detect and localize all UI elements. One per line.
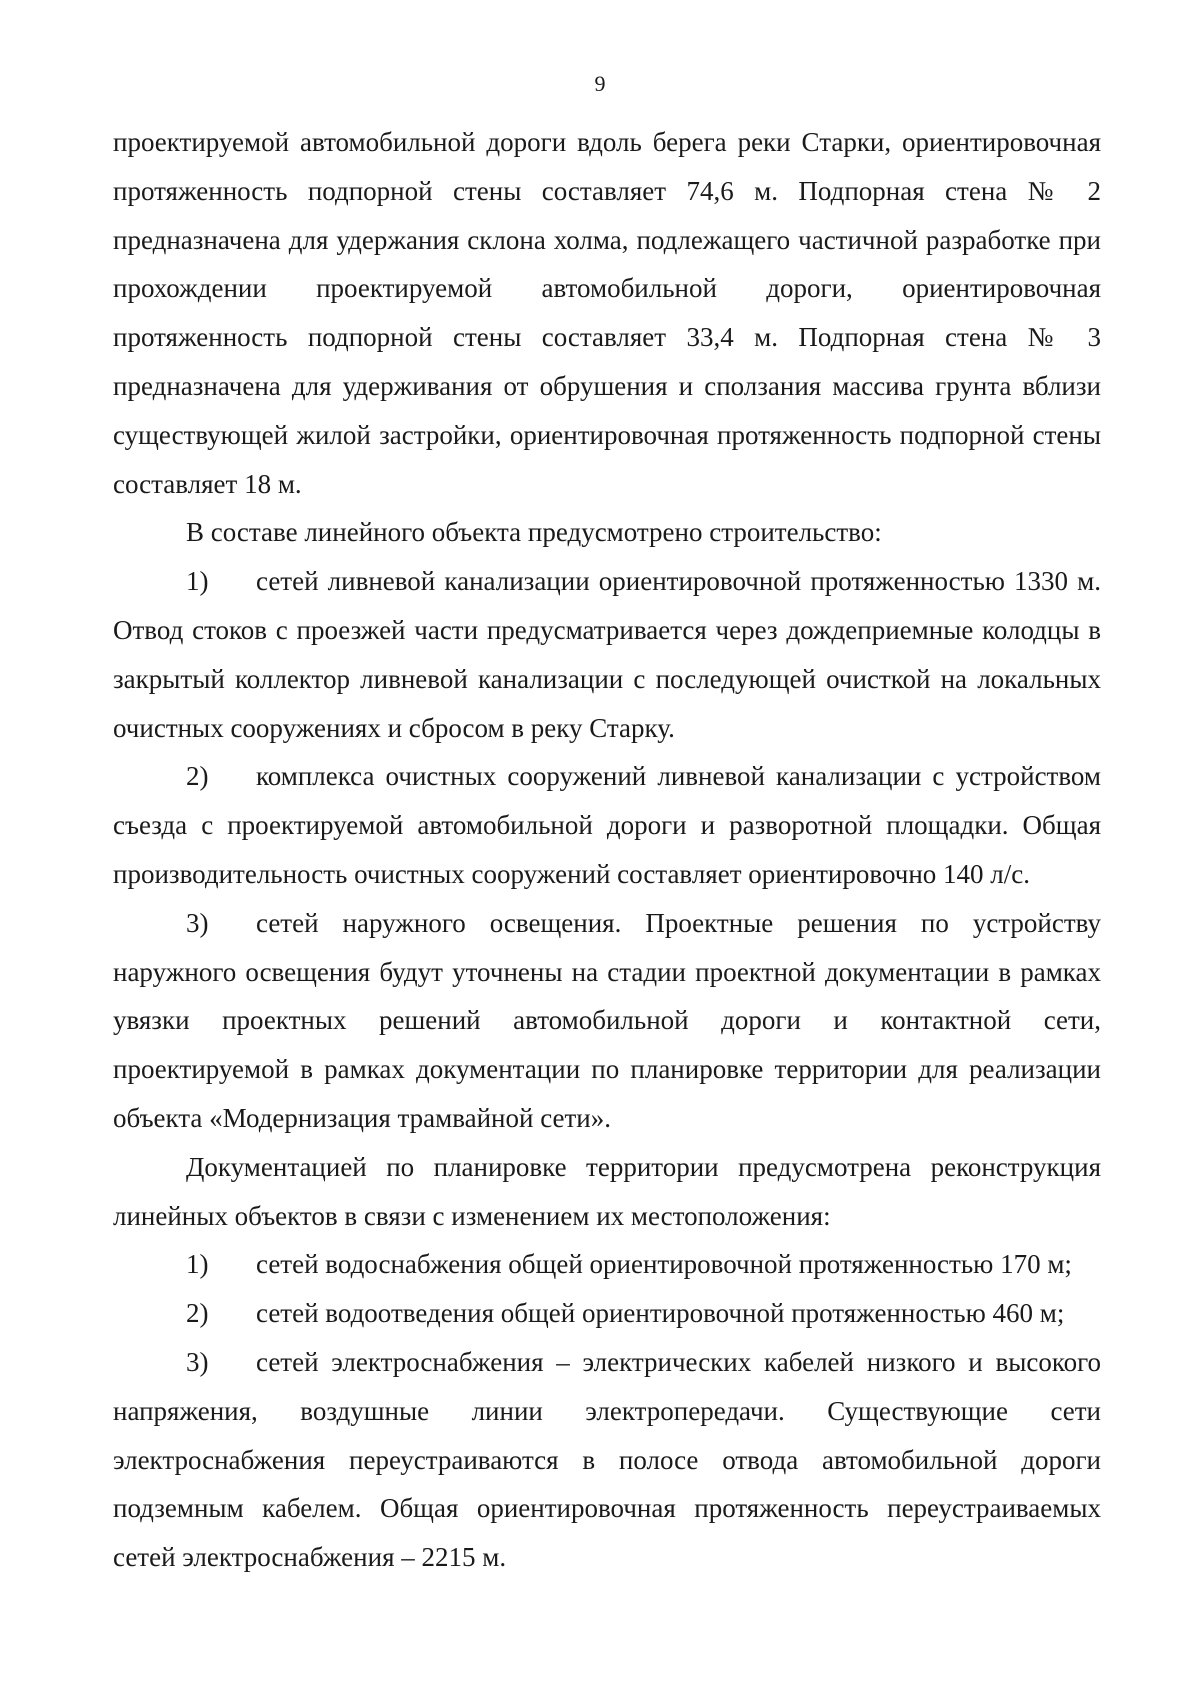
list-item-number: 1) — [186, 1249, 209, 1280]
list-item-text: сетей электроснабжения – электрических кабелей низкого и высокого напряжения, воздушные линии электропередачи. Существующие сети электроснабжения переустраиваются в полосе отвода автомобильной дороги подземным кабелем. Общая ориентировочная протяженность переустраиваемых сетей электроснабжения – 2215 м. — [113, 1346, 1101, 1573]
list-item-number: 3) — [186, 1346, 209, 1377]
list-item-number: 2) — [186, 761, 209, 792]
list-item-water-supply — [113, 1240, 1101, 1289]
list-item-treatment-facilities — [113, 752, 1101, 898]
list-item-storm-sewer — [113, 557, 1101, 752]
list-item-power-supply — [113, 1338, 1101, 1582]
list-item-number: 3) — [186, 907, 209, 938]
list-item-text: сетей ливневой канализации ориентировочной протяженностью 1330 м. Отвод стоков с проезжей части предусматривается через дождеприемные колодцы в закрытый коллектор ливневой канализации с последующей очисткой на локальных очистных сооружениях и сбросом в реку Старку. — [113, 566, 1101, 743]
list-item-outdoor-lighting — [113, 899, 1101, 1143]
paragraph-construction-intro: В составе линейного объекта предусмотрено строительство: — [186, 517, 882, 548]
list-item-text: сетей водоснабжения общей ориентировочной протяженностью 170 м; — [256, 1249, 1072, 1280]
list-item-text: сетей водоотведения общей ориентировочной протяженностью 460 м; — [256, 1298, 1065, 1329]
list-item-text: комплекса очистных сооружений ливневой канализации с устройством съезда с проектируемой автомобильной дороги и разворотной площадки. Общая производительность очистных сооружений составляет ориентировочно 140 л/с. — [113, 761, 1101, 889]
list-item-number: 1) — [186, 566, 209, 597]
document-body — [113, 118, 1101, 1582]
list-item-text: сетей наружного освещения. Проектные решения по устройству наружного освещения будут уточнены на стадии проектной документации в рамках увязки проектных решений автомобильной дороги и контактной сети, проектируемой в рамках документации по планировке территории для реализации объекта «Модернизация трамвайной сети». — [113, 907, 1101, 1133]
page-number: 9 — [594, 71, 606, 96]
list-item-number: 2) — [186, 1298, 209, 1329]
paragraph-retaining-walls: проектируемой автомобильной дороги вдоль берега реки Старки, ориентировочная протяженность подпорной стены составляет 74,6 м. Подпорная стена № 2 предназначена для удержания склона холма, подлежащего частичной разработке при прохождении проектируемой автомобильной дороги, ориентировочная протяженность подпорной стены составляет 33,4 м. Подпорная стена № 3 предназначена для удерживания от обрушения и сползания массива грунта вблизи существующей жилой застройки, ориентировочная протяженность подпорной стены составляет 18 м. — [113, 127, 1101, 499]
list-item-drainage — [113, 1289, 1101, 1338]
paragraph-reconstruction-intro: Документацией по планировке территории предусмотрена реконструкция линейных объектов в связи с изменением их местоположения: — [113, 1151, 1101, 1231]
